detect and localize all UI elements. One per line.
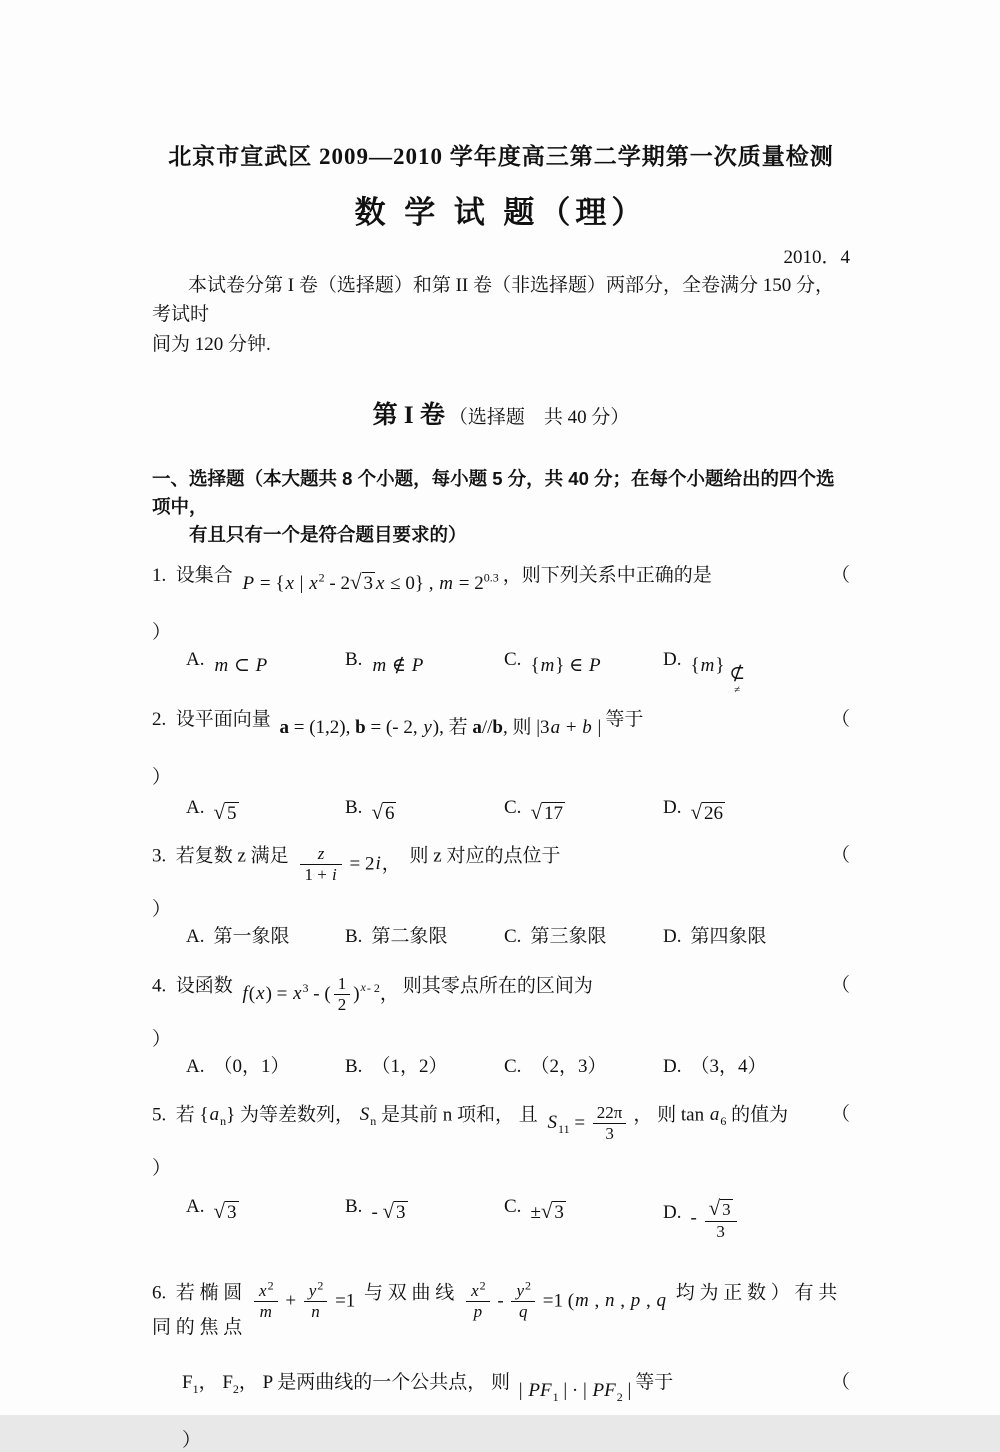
section-heading (152, 395, 850, 431)
question-3-option-b (345, 923, 504, 952)
option-c-value: ±√ 3 (530, 1199, 564, 1224)
question-1-options (152, 646, 850, 696)
option-b-label: B. (345, 1196, 363, 1218)
question-4-answer-paren-close: ） (152, 1028, 172, 1050)
question-4-option-c (504, 1053, 663, 1082)
question-2-answer-paren-open: （ (830, 708, 850, 730)
section-title: 第 I 卷 (372, 402, 445, 430)
doc-title: 北京市宣武区 2009—2010 学年度高三第二学期第一次质量检测 (168, 144, 834, 169)
option-c-value: 第三象限 (530, 926, 607, 948)
option-a-value: m ⊂ P (214, 654, 268, 676)
option-c-label: C. (504, 796, 522, 818)
question-2-option-d (663, 791, 725, 823)
question-2-stem (152, 704, 850, 750)
question-1-stem (152, 559, 850, 605)
option-d-label: D. (663, 1201, 682, 1223)
option-c-value: √ 17 (530, 799, 563, 824)
instructions-line-1: 一、选择题（本大题共 8 个小题，每小题 5 分，共 40 分；在每个小题给出的四个选项中， (152, 468, 835, 518)
question-5-option-c (504, 1190, 663, 1222)
question-3-text: 3. 若复数 z 满足 $\frac{z}{1 + i}$ = 2i， 则 z 对应的点位于 (152, 844, 561, 885)
question-1-answer-paren-close: ） (152, 621, 172, 643)
question-5-answer-paren-open: （ (830, 1104, 850, 1126)
question-5-option-b (345, 1190, 504, 1222)
option-a-label: A. (186, 1196, 205, 1218)
option-b-value: （1，2） (371, 1055, 448, 1077)
question-6-answer-paren-open: （ (830, 1371, 850, 1393)
question-3-option-a (186, 923, 345, 952)
question-1 (152, 559, 850, 696)
question-2 (152, 704, 850, 823)
question-6-stem-continued (152, 1367, 850, 1404)
intro-line-1: 本试卷分第 I 卷（选择题）和第 II 卷（非选择题）两部分，全卷满分 150 分，考试时 (152, 275, 834, 326)
question-2-option-a (186, 791, 345, 823)
option-d-value: - $\frac{√ 3}{3}$ (690, 1190, 739, 1237)
question-5-option-a (186, 1190, 345, 1222)
question-4 (152, 966, 850, 1082)
option-d-value: 第四象限 (690, 926, 767, 948)
choice-section-instructions (152, 465, 850, 548)
option-c-value: （2，3） (530, 1055, 607, 1077)
question-5-answer-paren-close: ） (152, 1158, 172, 1180)
option-b-value: m ∉ P (372, 654, 424, 676)
question-1-option-d (663, 646, 746, 696)
question-5-stem (152, 1095, 850, 1144)
question-3-option-d (663, 923, 767, 952)
question-6-answer-paren-close: ） (182, 1430, 202, 1452)
question-4-text: 4. 设函数 $f(x) = x^3$ - ( $\frac{1}{2}$ )$^{x- 2}$， 则其零点所在的区间为 (152, 973, 593, 1014)
option-a-value: （0，1） (213, 1055, 290, 1077)
option-c-label: C. (504, 1196, 522, 1218)
option-a-label: A. (186, 796, 205, 818)
question-3-option-c (504, 923, 663, 952)
section-subtitle: （选择题 共 40 分） (448, 407, 630, 429)
question-1-answer-paren-open: （ (830, 564, 850, 586)
option-d-label: D. (663, 648, 682, 670)
question-3-stem (152, 836, 850, 885)
option-c-label: C. (504, 926, 522, 948)
question-3 (152, 836, 850, 952)
option-a-label: A. (186, 926, 205, 948)
option-d-label: D. (663, 926, 682, 948)
intro-line-2: 间为 120 分钟. (152, 333, 271, 355)
option-d-value: {m} ⊄ ≠ (690, 654, 746, 696)
question-1-option-c (504, 646, 663, 675)
question-2-option-c (504, 791, 663, 823)
question-6 (152, 1273, 850, 1452)
option-c-label: C. (504, 648, 522, 670)
question-6-text-line2: $F_1$， $F_2$， P 是两曲线的一个公共点， 则 | $PF_1$ | · | $PF_2$ | 等于 (182, 1371, 674, 1404)
option-b-label: B. (345, 796, 363, 818)
instructions-line-2: 有且只有一个是符合题目要求的） (189, 523, 467, 545)
option-d-value: （3，4） (690, 1055, 767, 1077)
question-5 (152, 1095, 850, 1242)
option-d-label: D. (663, 796, 682, 818)
option-a-value: √ 5 (213, 799, 237, 824)
question-2-options (152, 791, 850, 823)
option-a-label: A. (186, 648, 205, 670)
question-3-answer-paren-close: ） (152, 899, 172, 921)
question-5-text: 5. 若 $\{a_n\}$ 为等差数列， $S_n$ 是其前 n 项和， 且 $S_{11}$ = $\frac{22\pi}{3}$ ， 则 $\tan a_6$ 的值为 (152, 1103, 789, 1144)
question-4-option-b (345, 1053, 504, 1082)
question-2-option-b (345, 791, 504, 823)
option-b-label: B. (345, 926, 363, 948)
question-5-option-d (663, 1190, 740, 1242)
option-b-value: - √ 3 (371, 1199, 406, 1224)
question-3-answer-paren-open: （ (830, 845, 850, 867)
question-4-option-d (663, 1053, 767, 1082)
option-d-value: √ 26 (690, 799, 724, 824)
question-1-text: 1. 设集合 P = {x | $x^2 - 2√$ 3 x ≤ 0} , $m = 2^{0.3}$ ，则下列关系中正确的是 (152, 564, 712, 594)
question-4-stem (152, 966, 850, 1012)
option-d-label: D. (663, 1055, 682, 1077)
option-c-label: C. (504, 1055, 522, 1077)
option-a-label: A. (186, 1055, 205, 1077)
intro-paragraph (152, 271, 850, 359)
question-6-stem (152, 1273, 850, 1343)
question-3-options (152, 923, 850, 952)
option-a-value: 第一象限 (213, 926, 290, 948)
question-5-options (152, 1190, 850, 1242)
question-4-options (152, 1053, 850, 1082)
question-1-option-b (345, 646, 504, 675)
question-4-option-a (186, 1053, 345, 1082)
doc-subtitle: 数 学 试 题（理） (354, 195, 648, 230)
question-2-text: 2. 设平面向量 a = (1,2), b = (- 2, y), 若 a//b, 则 |3a + b | 等于 (152, 708, 644, 738)
doc-date: 2010．4 (783, 247, 850, 268)
question-4-answer-paren-open: （ (830, 974, 850, 996)
option-b-value: √ 6 (371, 799, 395, 824)
option-a-value: √ 3 (213, 1199, 237, 1224)
option-c-value: {m} ∈ P (530, 654, 601, 676)
option-b-value: 第二象限 (371, 926, 448, 948)
question-6-text: 6. 若 椭 圆 $\frac{x^2}{m}$ + $\frac{y^2}{n}$ =1 与 双 曲 线 $\frac{x^2}{p}$ - $\frac{y^2}{q}$ =1 (m , n , p , q 均 为 正 数 ） 有 共 同 的 焦 点 (152, 1277, 838, 1339)
option-b-label: B. (345, 1055, 363, 1077)
option-b-label: B. (345, 648, 363, 670)
question-2-answer-paren-close: ） (152, 766, 172, 788)
question-1-option-a (186, 646, 345, 675)
